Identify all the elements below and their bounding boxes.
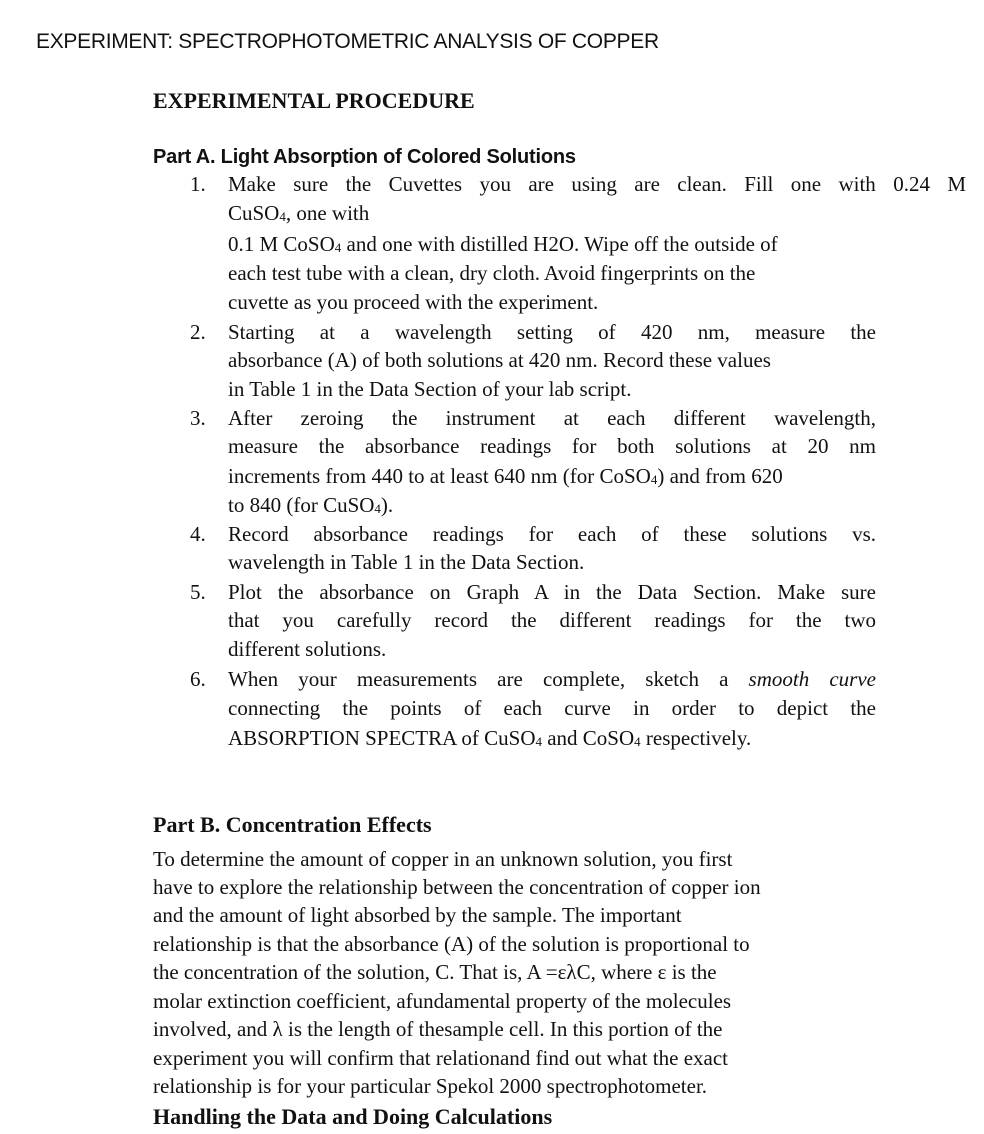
step-5-line-2: that you carefully record the different readings for the two: [228, 608, 876, 632]
part-b-line-6: molar extinction coefficient, afundamental property of the molecules: [153, 989, 732, 1013]
step-3-line-4: to 840 (for CuSO4).: [228, 493, 394, 517]
step-3-line-3: increments from 440 to at least 640 nm (for CoSO4) and from 620: [228, 464, 783, 488]
procedure-heading: EXPERIMENTAL PROCEDURE: [153, 88, 475, 113]
part-b-line-3: and the amount of light absorbed by the sample. The important: [153, 903, 682, 927]
part-a-heading: Part A. Light Absorption of Colored Solutions: [153, 146, 576, 168]
step-2-number: 2.: [190, 320, 206, 344]
step-2-line-3: in Table 1 in the Data Section of your lab script.: [228, 377, 632, 401]
step-1-number: 1.: [190, 172, 206, 196]
step-6-line-3: ABSORPTION SPECTRA of CuSO4 and CoSO4 respectively.: [228, 726, 752, 750]
step-1-line-3: 0.1 M CoSO4 and one with distilled H2O. Wipe off the outside of: [228, 232, 778, 256]
step-4-line-1: Record absorbance readings for each of these solutions vs.: [228, 522, 876, 546]
part-b-line-5: the concentration of the solution, C. That is, A =ελC, where ε is the: [153, 960, 717, 984]
step-1-line-5: cuvette as you proceed with the experiment.: [228, 290, 599, 314]
step-3-line-1: After zeroing the instrument at each different wavelength,: [228, 406, 876, 430]
step-6-number: 6.: [190, 667, 206, 691]
step-6-line-2: connecting the points of each curve in order to depict the: [228, 696, 876, 720]
step-5-line-1: Plot the absorbance on Graph A in the Data Section. Make sure: [228, 580, 876, 604]
step-3-number: 3.: [190, 406, 206, 430]
part-b-line-4: relationship is that the absorbance (A) of the solution is proportional to: [153, 932, 750, 956]
step-5-number: 5.: [190, 580, 206, 604]
part-b-heading: Part B. Concentration Effects: [153, 812, 432, 837]
step-2-line-2: absorbance (A) of both solutions at 420 nm. Record these values: [228, 348, 771, 372]
step-1-line-1: Make sure the Cuvettes you are using are clean. Fill one with 0.24 M: [228, 172, 966, 196]
part-b-line-7: involved, and λ is the length of thesample cell. In this portion of the: [153, 1017, 723, 1041]
step-1-line-4: each test tube with a clean, dry cloth. Avoid fingerprints on the: [228, 261, 756, 285]
step-1-line-2: CuSO4, one with: [228, 201, 370, 225]
step-4-line-2: wavelength in Table 1 in the Data Section.: [228, 550, 585, 574]
step-2-line-1: Starting at a wavelength setting of 420 nm, measure the: [228, 320, 876, 344]
part-b-line-9: relationship is for your particular Spekol 2000 spectrophotometer.: [153, 1074, 708, 1098]
step-5-line-3: different solutions.: [228, 637, 387, 661]
handling-heading: Handling the Data and Doing Calculations: [153, 1104, 553, 1129]
step-6-line-1: When your measurements are complete, sketch a smooth curve: [228, 667, 876, 691]
part-b-line-8: experiment you will confirm that relationand find out what the exact: [153, 1046, 728, 1070]
step-4-number: 4.: [190, 522, 206, 546]
part-b-line-2: have to explore the relationship between the concentration of copper ion: [153, 875, 761, 899]
step-3-line-2: measure the absorbance readings for both solutions at 20 nm: [228, 434, 876, 458]
experiment-title: EXPERIMENT: SPECTROPHOTOMETRIC ANALYSIS OF COPPER: [36, 30, 659, 53]
part-b-line-1: To determine the amount of copper in an unknown solution, you first: [153, 847, 733, 871]
